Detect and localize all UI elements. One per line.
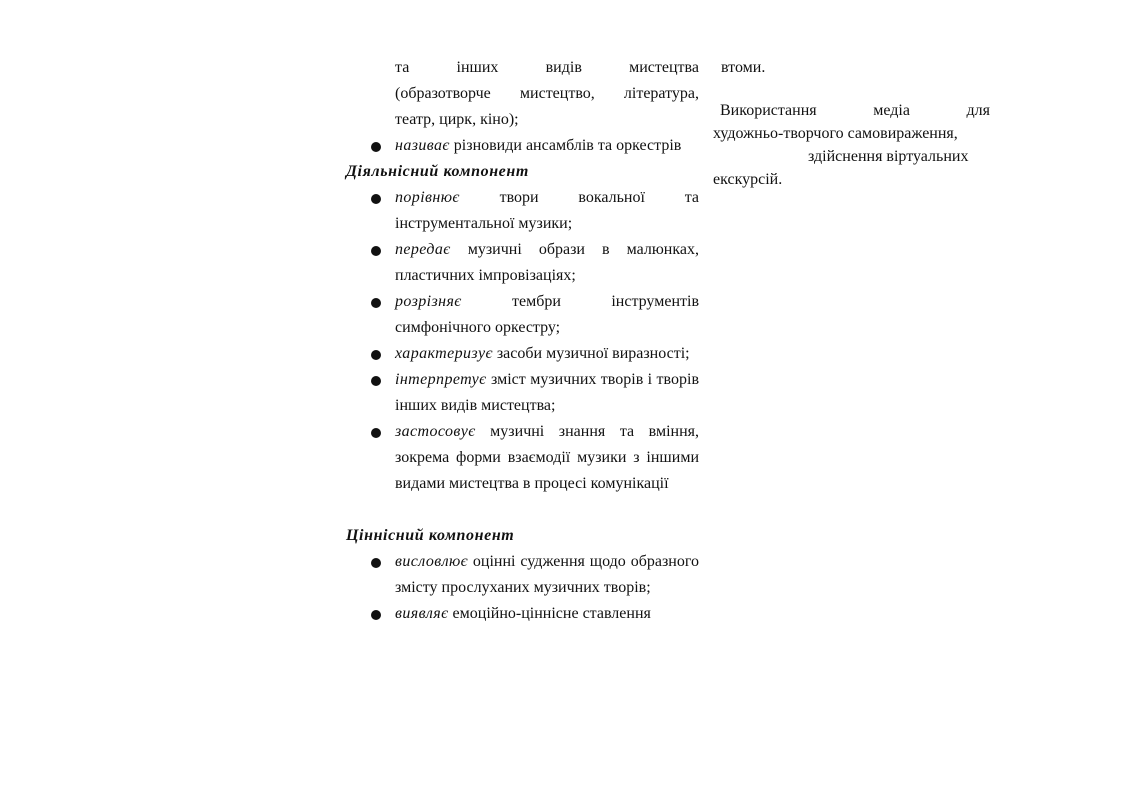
item-text: різновиди ансамблів та оркестрів bbox=[449, 137, 682, 154]
list-item bbox=[345, 341, 699, 367]
continuation-line: та інших видів мистецтва bbox=[395, 59, 699, 76]
item-text: засоби музичної виразності; bbox=[492, 345, 690, 362]
bullet-icon bbox=[371, 298, 381, 308]
activity-list bbox=[345, 185, 701, 497]
right-paragraph-2 bbox=[713, 99, 1001, 191]
list-item bbox=[345, 289, 699, 341]
right-line: художньо-творчого самовираження, bbox=[713, 125, 958, 142]
item-verb: порівнює bbox=[395, 189, 460, 206]
item-verb: застосовує bbox=[395, 423, 476, 440]
item-verb: розрізняє bbox=[395, 293, 462, 310]
item-verb: характеризує bbox=[395, 345, 493, 362]
item-verb: називає bbox=[395, 137, 450, 154]
section-heading-value: Ціннісний компонент bbox=[346, 527, 515, 544]
item-verb: передає bbox=[395, 241, 451, 258]
value-list bbox=[345, 549, 701, 627]
left-column bbox=[345, 55, 701, 627]
item-verb: висловлює bbox=[395, 553, 468, 570]
bullet-icon bbox=[371, 376, 381, 386]
right-line: екскурсій. bbox=[713, 171, 783, 188]
right-column bbox=[713, 55, 1001, 191]
list-item bbox=[345, 237, 699, 289]
list-item bbox=[345, 133, 699, 159]
section-heading-activity: Діяльнісний компонент bbox=[346, 163, 529, 180]
right-paragraph-1: втоми. bbox=[721, 59, 766, 76]
bullet-icon bbox=[371, 610, 381, 620]
item-text: емоційно-ціннісне ставлення bbox=[448, 605, 651, 622]
item-verb: інтерпретує bbox=[395, 371, 487, 388]
list-item bbox=[345, 601, 699, 627]
item-text: музичні образи в малюнках, пластичних імпровізаціях; bbox=[395, 241, 699, 284]
bullet-icon bbox=[371, 428, 381, 438]
right-line: Використання медіа для bbox=[720, 102, 990, 119]
knowledge-tail-list bbox=[345, 133, 701, 159]
continuation-line: театр, цирк, кіно); bbox=[395, 111, 519, 128]
list-item bbox=[345, 185, 699, 237]
right-line: здійснення віртуальних bbox=[808, 148, 969, 165]
bullet-icon bbox=[371, 142, 381, 152]
bullet-icon bbox=[371, 194, 381, 204]
item-verb: виявляє bbox=[395, 605, 449, 622]
bullet-icon bbox=[371, 246, 381, 256]
bullet-icon bbox=[371, 350, 381, 360]
list-item bbox=[345, 367, 699, 419]
item-text: зміст музичних творів і творів інших видів мистецтва; bbox=[395, 371, 699, 414]
item-text: тембри інструментів симфонічного оркестру; bbox=[395, 293, 699, 336]
item-text: твори вокальної та інструментальної музики; bbox=[395, 189, 699, 232]
bullet-icon bbox=[371, 558, 381, 568]
list-item bbox=[345, 419, 699, 497]
item-text: музичні знання та вміння, зокрема форми взаємодії музики з іншими видами мистецтва в процесі комунікації bbox=[395, 423, 699, 492]
continuation-line: (образотворче мистецтво, література, bbox=[395, 85, 699, 102]
item-text: оцінні судження щодо образного змісту прослуханих музичних творів; bbox=[395, 553, 699, 596]
continuation-paragraph bbox=[395, 55, 699, 133]
list-item bbox=[345, 549, 699, 601]
